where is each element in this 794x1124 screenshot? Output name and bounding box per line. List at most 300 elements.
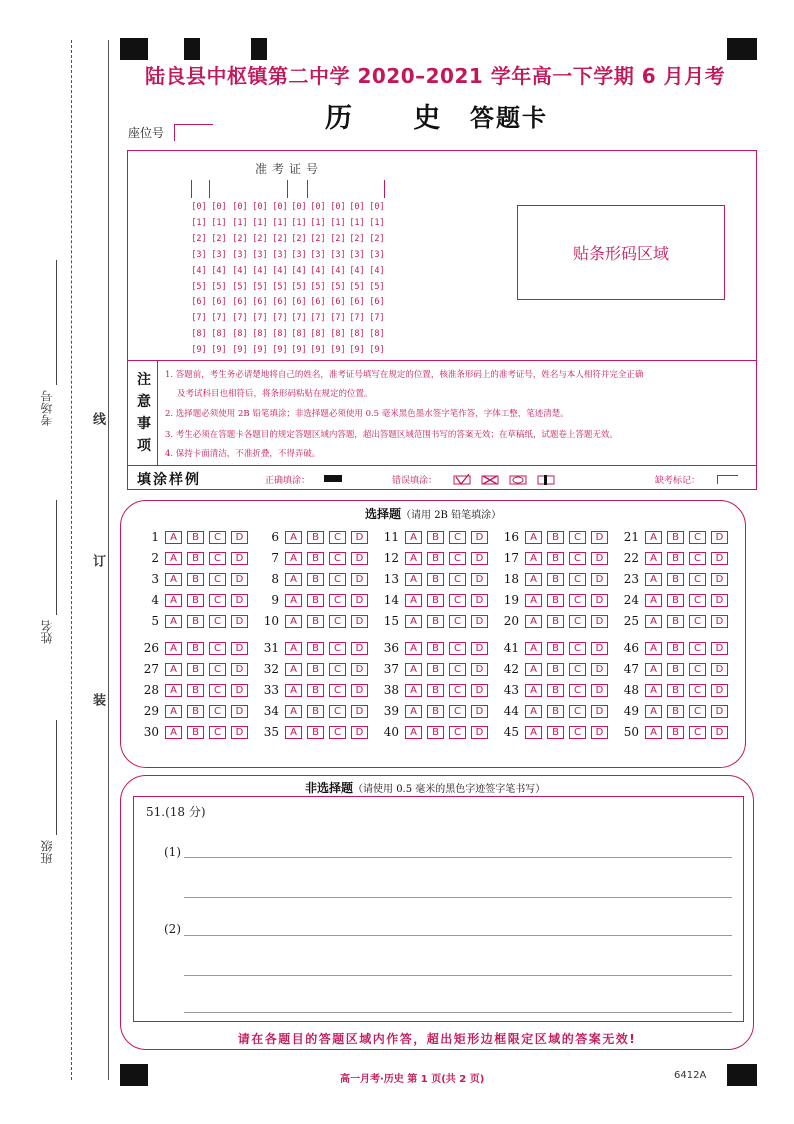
option-bubble[interactable]: A bbox=[165, 726, 182, 739]
option-bubble[interactable]: A bbox=[165, 684, 182, 697]
exam-id-bubble[interactable]: [8] bbox=[369, 329, 385, 340]
option-bubble[interactable]: C bbox=[569, 726, 586, 739]
option-bubble[interactable]: D bbox=[351, 684, 368, 697]
option-bubble[interactable]: C bbox=[209, 552, 226, 565]
option-bubble[interactable]: A bbox=[285, 642, 302, 655]
exam-id-bubble[interactable]: [8] bbox=[330, 329, 346, 340]
answer-line[interactable] bbox=[184, 975, 732, 976]
option-bubble[interactable]: C bbox=[329, 615, 346, 628]
option-bubble[interactable]: D bbox=[231, 552, 248, 565]
option-bubble[interactable]: A bbox=[645, 642, 662, 655]
exam-id-bubble[interactable]: [3] bbox=[272, 249, 288, 260]
option-bubble[interactable]: D bbox=[591, 573, 608, 586]
option-bubble[interactable]: D bbox=[231, 705, 248, 718]
option-bubble[interactable]: B bbox=[307, 615, 324, 628]
exam-id-write-box[interactable] bbox=[209, 180, 210, 198]
option-bubble[interactable]: A bbox=[525, 594, 542, 607]
option-bubble[interactable]: A bbox=[525, 726, 542, 739]
option-bubble[interactable]: D bbox=[231, 573, 248, 586]
option-bubble[interactable]: D bbox=[231, 615, 248, 628]
option-bubble[interactable]: C bbox=[209, 663, 226, 676]
option-bubble[interactable]: A bbox=[285, 684, 302, 697]
option-bubble[interactable]: A bbox=[285, 552, 302, 565]
exam-id-bubble[interactable]: [4] bbox=[369, 265, 385, 276]
option-bubble[interactable]: A bbox=[405, 552, 422, 565]
exam-id-bubble[interactable]: [0] bbox=[191, 202, 207, 212]
option-bubble[interactable]: B bbox=[427, 552, 444, 565]
option-bubble[interactable]: D bbox=[591, 594, 608, 607]
exam-id-bubble[interactable]: [6] bbox=[349, 297, 365, 308]
exam-id-bubble[interactable]: [6] bbox=[330, 297, 346, 308]
exam-id-bubble[interactable]: [4] bbox=[310, 265, 326, 276]
exam-id-bubble[interactable]: [7] bbox=[291, 313, 307, 324]
option-bubble[interactable]: A bbox=[405, 573, 422, 586]
exam-id-bubble[interactable]: [9] bbox=[232, 345, 248, 356]
option-bubble[interactable]: D bbox=[711, 705, 728, 718]
option-bubble[interactable]: C bbox=[689, 594, 706, 607]
option-bubble[interactable]: D bbox=[471, 684, 488, 697]
option-bubble[interactable]: C bbox=[689, 531, 706, 544]
option-bubble[interactable]: D bbox=[471, 531, 488, 544]
option-bubble[interactable]: D bbox=[231, 594, 248, 607]
exam-id-bubble[interactable]: [0] bbox=[369, 202, 385, 212]
exam-id-bubble[interactable]: [6] bbox=[291, 297, 307, 308]
option-bubble[interactable]: B bbox=[667, 726, 684, 739]
option-bubble[interactable]: B bbox=[667, 552, 684, 565]
option-bubble[interactable]: B bbox=[427, 615, 444, 628]
option-bubble[interactable]: B bbox=[667, 594, 684, 607]
option-bubble[interactable]: B bbox=[187, 573, 204, 586]
option-bubble[interactable]: B bbox=[187, 705, 204, 718]
exam-id-bubble[interactable]: [8] bbox=[272, 329, 288, 340]
option-bubble[interactable]: B bbox=[427, 726, 444, 739]
exam-id-bubble[interactable]: [6] bbox=[232, 297, 248, 308]
option-bubble[interactable]: A bbox=[645, 684, 662, 697]
option-bubble[interactable]: C bbox=[449, 726, 466, 739]
exam-id-bubble[interactable]: [0] bbox=[272, 202, 288, 212]
exam-id-bubble[interactable]: [0] bbox=[291, 202, 307, 212]
option-bubble[interactable]: B bbox=[187, 531, 204, 544]
option-bubble[interactable]: D bbox=[591, 726, 608, 739]
exam-id-bubble[interactable]: [1] bbox=[310, 217, 326, 228]
option-bubble[interactable]: B bbox=[307, 684, 324, 697]
exam-id-bubble[interactable]: [7] bbox=[349, 313, 365, 324]
option-bubble[interactable]: B bbox=[427, 594, 444, 607]
option-bubble[interactable]: B bbox=[427, 531, 444, 544]
option-bubble[interactable]: A bbox=[165, 594, 182, 607]
option-bubble[interactable]: A bbox=[405, 663, 422, 676]
option-bubble[interactable]: A bbox=[525, 573, 542, 586]
option-bubble[interactable]: A bbox=[165, 705, 182, 718]
option-bubble[interactable]: D bbox=[711, 726, 728, 739]
option-bubble[interactable]: C bbox=[689, 642, 706, 655]
exam-id-bubble[interactable]: [4] bbox=[330, 265, 346, 276]
option-bubble[interactable]: D bbox=[591, 684, 608, 697]
option-bubble[interactable]: D bbox=[231, 684, 248, 697]
option-bubble[interactable]: C bbox=[329, 531, 346, 544]
exam-id-bubble[interactable]: [6] bbox=[310, 297, 326, 308]
option-bubble[interactable]: C bbox=[449, 615, 466, 628]
option-bubble[interactable]: A bbox=[645, 663, 662, 676]
option-bubble[interactable]: A bbox=[405, 594, 422, 607]
option-bubble[interactable]: A bbox=[525, 642, 542, 655]
option-bubble[interactable]: C bbox=[449, 642, 466, 655]
exam-id-bubble[interactable]: [5] bbox=[291, 281, 307, 292]
exam-id-bubble[interactable]: [8] bbox=[291, 329, 307, 340]
exam-id-bubble[interactable]: [1] bbox=[349, 217, 365, 228]
option-bubble[interactable]: A bbox=[165, 531, 182, 544]
exam-id-bubble[interactable]: [1] bbox=[191, 217, 207, 228]
exam-id-bubble[interactable]: [7] bbox=[191, 313, 207, 324]
option-bubble[interactable]: D bbox=[711, 615, 728, 628]
option-bubble[interactable]: B bbox=[547, 684, 564, 697]
option-bubble[interactable]: D bbox=[231, 726, 248, 739]
option-bubble[interactable]: D bbox=[591, 552, 608, 565]
exam-id-bubble[interactable]: [2] bbox=[272, 233, 288, 244]
exam-id-write-box[interactable] bbox=[384, 180, 385, 198]
exam-id-bubble[interactable]: [2] bbox=[291, 233, 307, 244]
option-bubble[interactable]: A bbox=[645, 573, 662, 586]
option-bubble[interactable]: B bbox=[667, 663, 684, 676]
option-bubble[interactable]: B bbox=[307, 642, 324, 655]
option-bubble[interactable]: A bbox=[525, 705, 542, 718]
option-bubble[interactable]: C bbox=[689, 663, 706, 676]
option-bubble[interactable]: C bbox=[209, 594, 226, 607]
option-bubble[interactable]: D bbox=[591, 705, 608, 718]
option-bubble[interactable]: A bbox=[645, 705, 662, 718]
option-bubble[interactable]: A bbox=[645, 552, 662, 565]
exam-id-bubble[interactable]: [5] bbox=[310, 281, 326, 292]
option-bubble[interactable]: B bbox=[427, 642, 444, 655]
exam-id-bubble[interactable]: [5] bbox=[349, 281, 365, 292]
exam-id-bubble[interactable]: [4] bbox=[211, 265, 227, 276]
exam-id-bubble[interactable]: [9] bbox=[369, 345, 385, 356]
option-bubble[interactable]: A bbox=[525, 531, 542, 544]
option-bubble[interactable]: B bbox=[307, 594, 324, 607]
exam-id-bubble[interactable]: [8] bbox=[349, 329, 365, 340]
exam-id-bubble[interactable]: [5] bbox=[252, 281, 268, 292]
exam-id-bubble[interactable]: [6] bbox=[272, 297, 288, 308]
option-bubble[interactable]: A bbox=[165, 615, 182, 628]
exam-id-bubble[interactable]: [4] bbox=[349, 265, 365, 276]
option-bubble[interactable]: C bbox=[449, 552, 466, 565]
exam-id-bubble[interactable]: [9] bbox=[252, 345, 268, 356]
option-bubble[interactable]: C bbox=[689, 726, 706, 739]
answer-area[interactable] bbox=[133, 796, 744, 1022]
exam-id-bubble[interactable]: [7] bbox=[330, 313, 346, 324]
option-bubble[interactable]: B bbox=[667, 642, 684, 655]
exam-id-bubble[interactable]: [8] bbox=[310, 329, 326, 340]
option-bubble[interactable]: B bbox=[427, 573, 444, 586]
option-bubble[interactable]: D bbox=[471, 615, 488, 628]
option-bubble[interactable]: B bbox=[187, 726, 204, 739]
option-bubble[interactable]: D bbox=[471, 573, 488, 586]
exam-id-bubble[interactable]: [3] bbox=[191, 249, 207, 260]
option-bubble[interactable]: A bbox=[405, 726, 422, 739]
exam-id-bubble[interactable]: [2] bbox=[310, 233, 326, 244]
exam-id-bubble[interactable]: [3] bbox=[291, 249, 307, 260]
option-bubble[interactable]: B bbox=[547, 642, 564, 655]
option-bubble[interactable]: A bbox=[285, 531, 302, 544]
exam-id-bubble[interactable]: [8] bbox=[252, 329, 268, 340]
seat-number-field[interactable] bbox=[174, 124, 213, 141]
exam-id-bubble[interactable]: [7] bbox=[252, 313, 268, 324]
option-bubble[interactable]: A bbox=[645, 615, 662, 628]
option-bubble[interactable]: C bbox=[569, 531, 586, 544]
exam-id-bubble[interactable]: [5] bbox=[272, 281, 288, 292]
exam-id-bubble[interactable]: [7] bbox=[369, 313, 385, 324]
option-bubble[interactable]: D bbox=[471, 552, 488, 565]
option-bubble[interactable]: B bbox=[547, 726, 564, 739]
option-bubble[interactable]: A bbox=[405, 642, 422, 655]
exam-id-bubble[interactable]: [1] bbox=[330, 217, 346, 228]
option-bubble[interactable]: A bbox=[165, 552, 182, 565]
option-bubble[interactable]: C bbox=[209, 726, 226, 739]
exam-id-bubble[interactable]: [3] bbox=[211, 249, 227, 260]
exam-id-write-box[interactable] bbox=[191, 180, 192, 198]
option-bubble[interactable]: A bbox=[525, 552, 542, 565]
option-bubble[interactable]: D bbox=[471, 594, 488, 607]
exam-id-bubble[interactable]: [3] bbox=[330, 249, 346, 260]
option-bubble[interactable]: B bbox=[307, 573, 324, 586]
option-bubble[interactable]: C bbox=[449, 531, 466, 544]
exam-id-bubble[interactable]: [9] bbox=[330, 345, 346, 356]
exam-id-bubble[interactable]: [6] bbox=[191, 297, 207, 308]
exam-id-bubble[interactable]: [6] bbox=[252, 297, 268, 308]
option-bubble[interactable]: B bbox=[307, 552, 324, 565]
exam-id-bubble[interactable]: [4] bbox=[272, 265, 288, 276]
option-bubble[interactable]: B bbox=[307, 705, 324, 718]
option-bubble[interactable]: B bbox=[547, 615, 564, 628]
exam-id-bubble[interactable]: [9] bbox=[310, 345, 326, 356]
option-bubble[interactable]: B bbox=[667, 615, 684, 628]
option-bubble[interactable]: B bbox=[187, 615, 204, 628]
exam-id-bubble[interactable]: [8] bbox=[191, 329, 207, 340]
option-bubble[interactable]: D bbox=[351, 552, 368, 565]
option-bubble[interactable]: C bbox=[689, 573, 706, 586]
option-bubble[interactable]: D bbox=[351, 726, 368, 739]
exam-id-bubble[interactable]: [1] bbox=[272, 217, 288, 228]
option-bubble[interactable]: A bbox=[645, 531, 662, 544]
option-bubble[interactable]: C bbox=[329, 705, 346, 718]
option-bubble[interactable]: C bbox=[689, 615, 706, 628]
exam-id-bubble[interactable]: [9] bbox=[191, 345, 207, 356]
exam-id-bubble[interactable]: [3] bbox=[252, 249, 268, 260]
option-bubble[interactable]: B bbox=[547, 663, 564, 676]
option-bubble[interactable]: C bbox=[329, 684, 346, 697]
exam-id-bubble[interactable]: [8] bbox=[232, 329, 248, 340]
option-bubble[interactable]: D bbox=[711, 684, 728, 697]
exam-id-bubble[interactable]: [1] bbox=[369, 217, 385, 228]
exam-id-bubble[interactable]: [5] bbox=[211, 281, 227, 292]
option-bubble[interactable]: A bbox=[525, 663, 542, 676]
option-bubble[interactable]: A bbox=[285, 594, 302, 607]
option-bubble[interactable]: C bbox=[329, 552, 346, 565]
option-bubble[interactable]: D bbox=[591, 663, 608, 676]
option-bubble[interactable]: C bbox=[209, 684, 226, 697]
option-bubble[interactable]: C bbox=[569, 615, 586, 628]
option-bubble[interactable]: B bbox=[187, 663, 204, 676]
option-bubble[interactable]: B bbox=[667, 705, 684, 718]
option-bubble[interactable]: B bbox=[307, 726, 324, 739]
exam-id-bubble[interactable]: [3] bbox=[310, 249, 326, 260]
option-bubble[interactable]: D bbox=[351, 594, 368, 607]
option-bubble[interactable]: C bbox=[449, 594, 466, 607]
option-bubble[interactable]: C bbox=[569, 642, 586, 655]
option-bubble[interactable]: C bbox=[569, 663, 586, 676]
answer-line[interactable] bbox=[184, 897, 732, 898]
option-bubble[interactable]: A bbox=[285, 726, 302, 739]
exam-id-bubble[interactable]: [5] bbox=[330, 281, 346, 292]
option-bubble[interactable]: D bbox=[711, 573, 728, 586]
option-bubble[interactable]: C bbox=[569, 684, 586, 697]
option-bubble[interactable]: A bbox=[285, 615, 302, 628]
option-bubble[interactable]: C bbox=[209, 642, 226, 655]
option-bubble[interactable]: A bbox=[405, 684, 422, 697]
exam-id-write-box[interactable] bbox=[287, 180, 288, 198]
option-bubble[interactable]: A bbox=[165, 642, 182, 655]
exam-id-bubble[interactable]: [2] bbox=[369, 233, 385, 244]
exam-id-write-box[interactable] bbox=[307, 180, 308, 198]
exam-id-bubble[interactable]: [0] bbox=[349, 202, 365, 212]
option-bubble[interactable]: D bbox=[351, 705, 368, 718]
exam-id-bubble[interactable]: [0] bbox=[252, 202, 268, 212]
option-bubble[interactable]: B bbox=[187, 552, 204, 565]
option-bubble[interactable]: C bbox=[329, 663, 346, 676]
option-bubble[interactable]: B bbox=[187, 594, 204, 607]
option-bubble[interactable]: B bbox=[187, 642, 204, 655]
exam-id-bubble[interactable]: [1] bbox=[291, 217, 307, 228]
option-bubble[interactable]: A bbox=[645, 726, 662, 739]
option-bubble[interactable]: A bbox=[405, 531, 422, 544]
option-bubble[interactable]: D bbox=[351, 642, 368, 655]
option-bubble[interactable]: D bbox=[471, 642, 488, 655]
answer-line[interactable] bbox=[184, 935, 732, 936]
exam-id-bubble[interactable]: [4] bbox=[252, 265, 268, 276]
exam-id-bubble[interactable]: [2] bbox=[191, 233, 207, 244]
option-bubble[interactable]: B bbox=[667, 684, 684, 697]
option-bubble[interactable]: D bbox=[591, 531, 608, 544]
option-bubble[interactable]: D bbox=[711, 642, 728, 655]
option-bubble[interactable]: A bbox=[525, 615, 542, 628]
option-bubble[interactable]: A bbox=[645, 594, 662, 607]
exam-id-bubble[interactable]: [1] bbox=[252, 217, 268, 228]
option-bubble[interactable]: D bbox=[351, 663, 368, 676]
option-bubble[interactable]: B bbox=[187, 684, 204, 697]
exam-id-bubble[interactable]: [6] bbox=[211, 297, 227, 308]
option-bubble[interactable]: D bbox=[351, 573, 368, 586]
option-bubble[interactable]: B bbox=[547, 531, 564, 544]
option-bubble[interactable]: A bbox=[165, 663, 182, 676]
option-bubble[interactable]: C bbox=[329, 573, 346, 586]
exam-id-bubble[interactable]: [3] bbox=[349, 249, 365, 260]
option-bubble[interactable]: C bbox=[209, 531, 226, 544]
option-bubble[interactable]: D bbox=[471, 726, 488, 739]
exam-id-bubble[interactable]: [5] bbox=[232, 281, 248, 292]
option-bubble[interactable]: D bbox=[591, 642, 608, 655]
option-bubble[interactable]: A bbox=[525, 684, 542, 697]
exam-id-bubble[interactable]: [5] bbox=[369, 281, 385, 292]
exam-id-bubble[interactable]: [9] bbox=[211, 345, 227, 356]
option-bubble[interactable]: C bbox=[569, 705, 586, 718]
option-bubble[interactable]: C bbox=[329, 642, 346, 655]
option-bubble[interactable]: D bbox=[351, 531, 368, 544]
exam-id-bubble[interactable]: [2] bbox=[211, 233, 227, 244]
exam-id-bubble[interactable]: [3] bbox=[232, 249, 248, 260]
option-bubble[interactable]: C bbox=[689, 705, 706, 718]
option-bubble[interactable]: D bbox=[711, 663, 728, 676]
option-bubble[interactable]: C bbox=[689, 552, 706, 565]
option-bubble[interactable]: D bbox=[591, 615, 608, 628]
exam-id-bubble[interactable]: [4] bbox=[232, 265, 248, 276]
option-bubble[interactable]: B bbox=[667, 531, 684, 544]
exam-id-bubble[interactable]: [9] bbox=[272, 345, 288, 356]
exam-id-bubble[interactable]: [2] bbox=[349, 233, 365, 244]
option-bubble[interactable]: D bbox=[231, 663, 248, 676]
option-bubble[interactable]: B bbox=[427, 684, 444, 697]
exam-id-bubble[interactable]: [2] bbox=[232, 233, 248, 244]
option-bubble[interactable]: D bbox=[711, 552, 728, 565]
option-bubble[interactable]: C bbox=[449, 663, 466, 676]
exam-id-bubble[interactable]: [0] bbox=[232, 202, 248, 212]
option-bubble[interactable]: C bbox=[209, 615, 226, 628]
option-bubble[interactable]: C bbox=[449, 705, 466, 718]
exam-id-bubble[interactable]: [0] bbox=[211, 202, 227, 212]
option-bubble[interactable]: B bbox=[427, 663, 444, 676]
option-bubble[interactable]: A bbox=[405, 705, 422, 718]
exam-id-bubble[interactable]: [7] bbox=[232, 313, 248, 324]
option-bubble[interactable]: B bbox=[667, 573, 684, 586]
exam-id-bubble[interactable]: [2] bbox=[252, 233, 268, 244]
option-bubble[interactable]: A bbox=[165, 573, 182, 586]
exam-id-bubble[interactable]: [4] bbox=[291, 265, 307, 276]
exam-id-bubble[interactable]: [7] bbox=[310, 313, 326, 324]
option-bubble[interactable]: C bbox=[209, 705, 226, 718]
option-bubble[interactable]: C bbox=[569, 552, 586, 565]
option-bubble[interactable]: D bbox=[471, 663, 488, 676]
answer-line[interactable] bbox=[184, 1012, 732, 1013]
option-bubble[interactable]: B bbox=[547, 552, 564, 565]
exam-id-bubble[interactable]: [9] bbox=[291, 345, 307, 356]
option-bubble[interactable]: B bbox=[427, 705, 444, 718]
option-bubble[interactable]: B bbox=[307, 531, 324, 544]
option-bubble[interactable]: C bbox=[329, 726, 346, 739]
exam-id-bubble[interactable]: [8] bbox=[211, 329, 227, 340]
exam-id-bubble[interactable]: [1] bbox=[232, 217, 248, 228]
option-bubble[interactable]: B bbox=[547, 594, 564, 607]
option-bubble[interactable]: A bbox=[285, 663, 302, 676]
exam-id-bubble[interactable]: [2] bbox=[330, 233, 346, 244]
exam-id-bubble[interactable]: [0] bbox=[310, 202, 326, 212]
option-bubble[interactable]: C bbox=[329, 594, 346, 607]
option-bubble[interactable]: B bbox=[547, 705, 564, 718]
exam-id-bubble[interactable]: [6] bbox=[369, 297, 385, 308]
exam-id-bubble[interactable]: [1] bbox=[211, 217, 227, 228]
exam-id-bubble[interactable]: [7] bbox=[211, 313, 227, 324]
option-bubble[interactable]: D bbox=[711, 594, 728, 607]
option-bubble[interactable]: A bbox=[285, 705, 302, 718]
exam-id-bubble[interactable]: [3] bbox=[369, 249, 385, 260]
option-bubble[interactable]: C bbox=[209, 573, 226, 586]
exam-id-bubble[interactable]: [5] bbox=[191, 281, 207, 292]
option-bubble[interactable]: A bbox=[285, 573, 302, 586]
option-bubble[interactable]: D bbox=[471, 705, 488, 718]
exam-id-bubble[interactable]: [7] bbox=[272, 313, 288, 324]
option-bubble[interactable]: C bbox=[449, 684, 466, 697]
exam-id-bubble[interactable]: [0] bbox=[330, 202, 346, 212]
option-bubble[interactable]: C bbox=[569, 594, 586, 607]
option-bubble[interactable]: B bbox=[547, 573, 564, 586]
